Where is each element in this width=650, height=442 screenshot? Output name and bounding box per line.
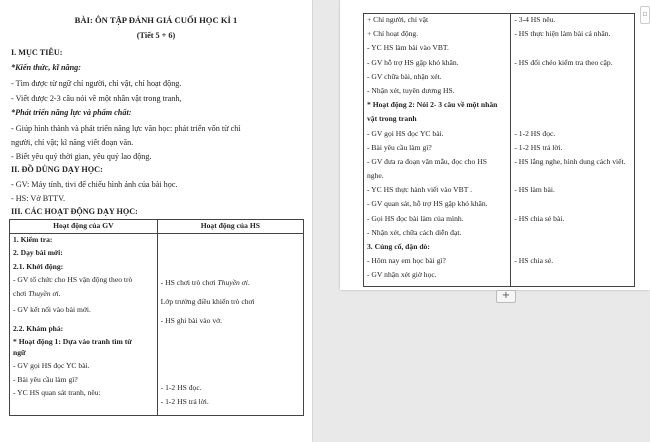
document-page-right <box>340 0 650 290</box>
teacher-line-game-prefix: chơi <box>13 288 29 298</box>
teacher-line: - Bài yêu cầu làm gì? <box>13 374 78 384</box>
activity-heading: * Hoạt động 2: Nói 2- 3 câu về một nhân <box>367 100 498 110</box>
teacher-activities-cell <box>364 14 511 287</box>
lesson-title: BÀI: ÔN TẬP ĐÁNH GIÁ CUỐI HỌC KÌ 1 <box>74 15 238 25</box>
knowledge-item-1: - Tìm được từ ngữ chỉ người, chỉ vật, chỉ hoạt động. <box>11 79 182 88</box>
student-line: Lớp trưởng điều khiển trò chơi <box>160 297 255 306</box>
lesson-subtitle: (Tiết 5 + 6) <box>136 31 176 40</box>
student-line: - 1-2 HS trả lời. <box>160 396 209 406</box>
student-line: - HS làm bài. <box>514 185 555 195</box>
activity-1-heading: * Hoạt động 1: Dựa vào tranh tìm từ <box>13 337 132 346</box>
competence-item-2: - Biết yêu quý thời gian, yêu quý lao động. <box>11 152 152 161</box>
teacher-line: - YC HS làm bài vào VBT. <box>367 43 449 53</box>
teacher-line: - GV hỗ trợ HS gặp khó khăn. <box>367 57 459 67</box>
student-line <box>514 199 631 213</box>
student-line <box>514 171 631 185</box>
teacher-line: - GV gọi HS đọc YC bài. <box>367 128 444 138</box>
student-line-game-dot: . <box>247 277 250 287</box>
step-new-lesson: 2. Dạy bài mới: <box>13 248 63 257</box>
heading-knowledge: *Kiến thức, kĩ năng: <box>11 63 81 72</box>
section-activities: III. CÁC HOẠT ĐỘNG DẠY HỌC: <box>11 207 138 216</box>
teacher-line: - GV đưa ra đoạn văn mẫu, đọc cho HS <box>367 156 487 166</box>
student-line <box>514 86 631 100</box>
game-name: Thuyền ơi <box>28 288 59 298</box>
student-line: - HS chia sẻ. <box>514 256 554 266</box>
student-line <box>514 43 631 57</box>
teacher-line: - GV gọi HS đọc YC bài. <box>13 361 90 370</box>
heading-competence: *Phát triển năng lực và phẩm chất: <box>11 108 132 117</box>
teacher-line: - Hôm nay em học bài gì? <box>367 256 446 266</box>
activity-heading: 3. Củng cố, dặn dò: <box>367 242 430 251</box>
student-line <box>514 114 631 128</box>
materials-student: - HS: Vở BTTV. <box>11 194 66 203</box>
student-line: - HS đổi chéo kiểm tra theo cặp. <box>514 57 613 67</box>
student-activities-cell <box>157 233 303 415</box>
section-objectives: I. MỤC TIÊU: <box>11 48 63 57</box>
competence-item-1a: - Giúp hình thành và phát triển năng lực văn học: phát triển vốn từ chỉ <box>11 124 241 133</box>
materials-teacher: - GV: Máy tính, tivi để chiếu hình ảnh của bài học. <box>11 180 178 189</box>
student-line <box>514 228 631 242</box>
teacher-line: - YC HS quan sát tranh, nêu: <box>13 388 101 397</box>
teacher-line: - GV quan sát, hỗ trợ HS gặp khó khăn. <box>367 199 488 209</box>
competence-item-1b: người, chỉ vật; kĩ năng viết đoạn văn. <box>11 138 134 147</box>
teacher-line: - Nhận xét, chữa cách diễn đạt. <box>367 227 462 237</box>
student-line: - 1-2 HS đọc. <box>514 128 556 138</box>
activity-1-heading-cont: ngữ <box>13 347 26 357</box>
student-line: - 1-2 HS đọc. <box>160 383 202 392</box>
game-name: Thuyền ơi <box>217 277 248 287</box>
student-activities-cell <box>511 14 635 287</box>
teacher-line-game-dot: . <box>58 288 61 298</box>
teacher-activities-cell <box>10 233 158 415</box>
knowledge-item-2: - Viết được 2-3 câu nói về một nhân vật trong tranh, <box>11 94 182 103</box>
student-line <box>514 100 631 114</box>
student-line <box>514 270 631 284</box>
student-line-game-prefix: - HS chơi trò chơi <box>160 277 218 287</box>
teacher-line: + Chỉ người, chỉ vật <box>367 15 429 24</box>
student-line: - HS ghi bài vào vở. <box>160 315 223 325</box>
activities-table-right-body <box>364 14 635 287</box>
activities-table-right <box>363 13 635 287</box>
student-line: - 1-2 HS trả lời. <box>514 142 563 152</box>
document-page-left <box>0 0 312 442</box>
student-line: - HS chia sẻ bài. <box>514 213 565 223</box>
student-line-game <box>161 278 300 289</box>
student-line <box>514 242 631 256</box>
scroll-indicator-icon[interactable]: ▫ <box>640 6 650 24</box>
right-table-row <box>364 14 635 287</box>
column-header-student: Hoạt động của HS <box>157 220 303 234</box>
add-page-button[interactable]: + <box>496 290 516 303</box>
step-check: 1. Kiểm tra: <box>13 234 53 244</box>
student-line: - HS thực hiện làm bài cá nhân. <box>514 29 611 39</box>
teacher-line: nghe. <box>367 171 384 181</box>
student-line: - 3-4 HS nêu. <box>514 15 556 24</box>
teacher-line: - YC HS thực hành viết vào VBT . <box>367 185 473 195</box>
teacher-line: - Bài yêu cầu làm gì? <box>367 142 432 152</box>
activity-heading: vật trong tranh <box>367 114 417 124</box>
teacher-line: - GV tổ chức cho HS vận động theo trò <box>13 275 133 284</box>
teacher-line: - Gọi HS đọc bài làm của mình. <box>367 213 464 223</box>
student-line: - HS lắng nghe, hình dung cách viết. <box>514 156 626 166</box>
step-warmup: 2.1. Khởi động: <box>13 261 64 271</box>
student-line <box>514 72 631 86</box>
section-materials: II. ĐỒ DÙNG DẠY HỌC: <box>11 165 103 174</box>
teacher-line: - Nhận xét, tuyên dương HS. <box>367 85 455 95</box>
activities-table-left <box>9 219 304 416</box>
teacher-line: - GV chữa bài, nhận xét. <box>367 71 442 81</box>
teacher-line: - GV kết nối vào bài mới. <box>13 305 91 314</box>
teacher-line: + Chỉ hoạt động. <box>367 29 419 39</box>
step-explore: 2.2. Khám phá: <box>13 323 64 333</box>
teacher-line-game <box>13 289 154 300</box>
teacher-line: - GV nhận xét giờ học. <box>367 270 437 280</box>
page-gap <box>313 0 323 442</box>
column-header-teacher: Hoạt động của GV <box>10 220 158 234</box>
